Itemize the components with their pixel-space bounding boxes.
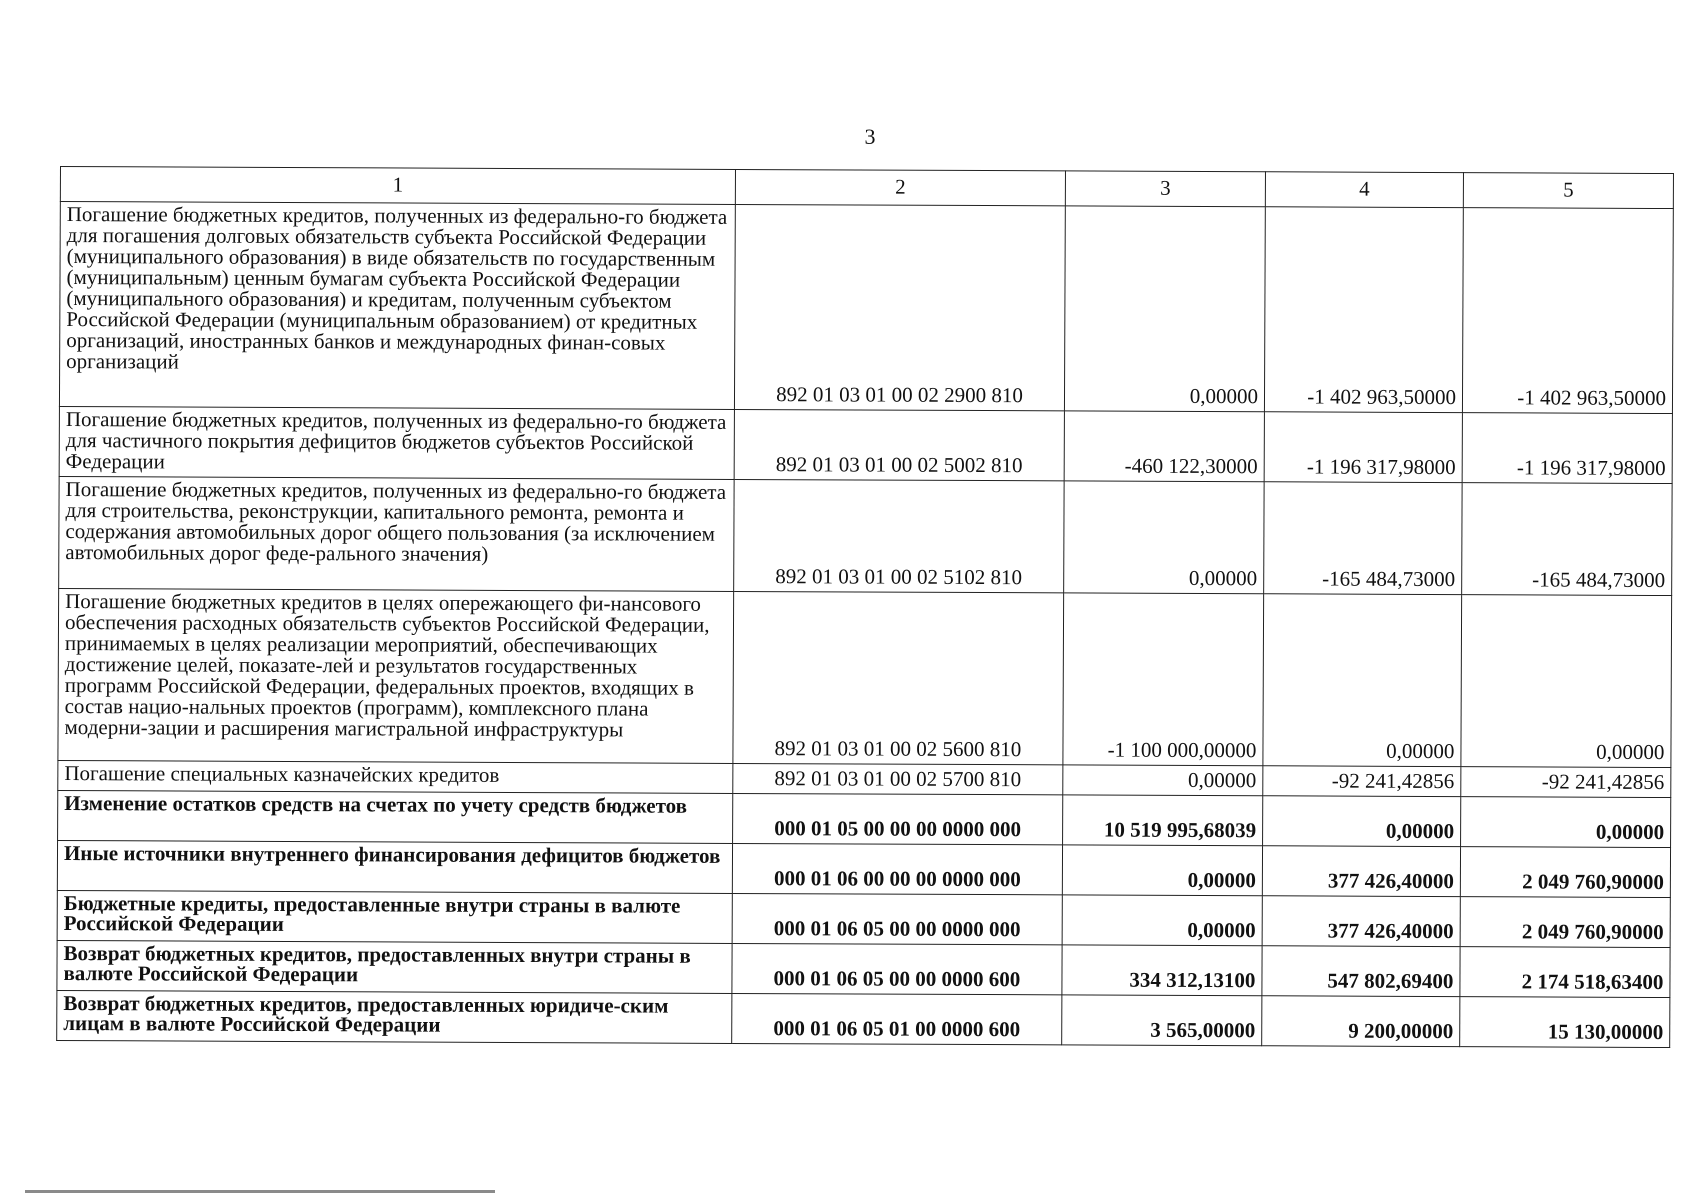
row-value-col4: 547 802,69400	[1262, 946, 1460, 997]
row-value-col5: 0,00000	[1461, 595, 1672, 768]
row-code-cell: 892 01 03 01 00 02 5002 810	[734, 409, 1064, 480]
row-value-col4: 377 426,40000	[1262, 846, 1460, 897]
table-row	[57, 940, 1670, 997]
page-number: 3	[864, 124, 876, 149]
table-row	[57, 990, 1670, 1047]
row-value-col4: -165 484,73000	[1264, 482, 1462, 595]
row-value-col3: 0,00000	[1062, 845, 1262, 896]
row-value-col5: 2 049 760,90000	[1460, 897, 1670, 948]
row-value-col3: 0,00000	[1062, 895, 1262, 946]
row-name-cell: Иные источники внутреннего финансирования дефицитов бюджетов	[57, 840, 732, 893]
row-value-col3: -1 100 000,00000	[1063, 593, 1264, 766]
row-name-cell: Изменение остатков средств на счетах по учету средств бюджетов	[58, 790, 733, 843]
row-name-cell: Погашение бюджетных кредитов, полученных из федерально-го бюджета для погашения долговых обязательств субъекта Российской Федерации (муниципального образования) в виде обязательств по государственным (муниципальным) ценным бумагам субъекта Российской Федерации (муниципального образования) и кредитам, полученным субъектом Российской Федерации (муниципальным образованием) от кредитных организаций, иностранных банков и международных финан-совых организаций	[59, 202, 735, 410]
row-value-col3: 10 519 995,68039	[1063, 795, 1263, 846]
row-value-col4: 377 426,40000	[1262, 896, 1460, 947]
row-code-cell: 892 01 03 01 00 02 2900 810	[734, 204, 1065, 410]
row-value-col5: -1 196 317,98000	[1462, 413, 1672, 484]
row-value-col4: -1 402 963,50000	[1264, 207, 1463, 413]
row-value-col5: -92 241,42856	[1461, 767, 1671, 798]
row-value-col4: -1 196 317,98000	[1264, 412, 1462, 483]
row-name-cell: Погашение бюджетных кредитов, полученных из федерально-го бюджета для строительства, реконструкции, капитального ремонта, ремонта и содержания автомобильных дорог общего пользования (за исключением автомобильных дорог феде-рального значения)	[59, 476, 734, 591]
row-value-col3: 0,00000	[1064, 206, 1265, 412]
row-value-col5: 2 174 518,63400	[1460, 947, 1670, 998]
row-value-col5: 2 049 760,90000	[1460, 847, 1670, 898]
row-value-col3: 0,00000	[1063, 765, 1263, 796]
column-header-2: 2	[735, 169, 1065, 205]
column-header-1: 1	[60, 167, 735, 205]
row-value-col5: -1 402 963,50000	[1462, 208, 1673, 414]
row-value-col5: 15 130,00000	[1460, 997, 1670, 1048]
row-value-col5: -165 484,73000	[1462, 483, 1672, 596]
row-code-cell: 892 01 03 01 00 02 5102 810	[734, 479, 1064, 592]
row-value-col3: 3 565,00000	[1062, 995, 1262, 1046]
column-header-3: 3	[1065, 171, 1265, 207]
row-code-cell: 000 01 06 05 00 00 0000 000	[732, 893, 1062, 944]
row-name-cell: Погашение специальных казначейских кредитов	[58, 760, 733, 793]
financing-sources-table	[56, 166, 1674, 1048]
row-code-cell: 000 01 06 00 00 00 0000 000	[732, 843, 1062, 894]
row-value-col5: 0,00000	[1461, 797, 1671, 848]
table-row	[57, 840, 1670, 897]
row-name-cell: Погашение бюджетных кредитов, полученных из федерально-го бюджета для частичного покрытия дефицитов бюджетов субъектов Российской Федерации	[59, 406, 734, 479]
table-row	[58, 588, 1672, 767]
row-value-col3: 334 312,13100	[1062, 945, 1262, 996]
row-code-cell: 000 01 05 00 00 00 0000 000	[733, 793, 1063, 844]
row-code-cell: 892 01 03 01 00 02 5600 810	[733, 591, 1064, 764]
row-name-cell: Возврат бюджетных кредитов, предоставленных внутри страны в валюте Российской Федерации	[57, 940, 732, 993]
row-value-col3: 0,00000	[1064, 481, 1264, 594]
table-row	[59, 202, 1673, 414]
table-row	[59, 476, 1672, 595]
row-name-cell: Бюджетные кредиты, предоставленные внутри страны в валюте Российской Федерации	[57, 890, 732, 943]
row-value-col4: 9 200,00000	[1262, 996, 1460, 1047]
row-code-cell: 000 01 06 05 01 00 0000 600	[732, 993, 1062, 1044]
column-header-4: 4	[1265, 172, 1463, 208]
table-row	[59, 406, 1672, 483]
row-value-col4: 0,00000	[1263, 594, 1462, 767]
bottom-scan-line	[25, 1190, 495, 1193]
row-name-cell: Погашение бюджетных кредитов в целях опережающего фи-нансового обеспечения расходных обязательств субъектов Российской Федерации, принимаемых в целях реализации мероприятий, обеспечивающих достижение целей, показате-лей и результатов государственных программ Российской Федерации, федеральных проектов, входящих в состав нацио-нальных проектов (программ), комплексного плана модерни-зации и расширения магистральной инфраструктуры	[58, 588, 734, 763]
row-value-col4: 0,00000	[1263, 796, 1461, 847]
table-row	[57, 890, 1670, 947]
row-value-col3: -460 122,30000	[1064, 411, 1264, 482]
column-header-5: 5	[1463, 173, 1673, 209]
row-value-col4: -92 241,42856	[1263, 766, 1461, 797]
table-row	[58, 790, 1671, 847]
row-name-cell: Возврат бюджетных кредитов, предоставленных юридиче-ским лицам в валюте Российской Федерации	[57, 990, 732, 1043]
row-code-cell: 000 01 06 05 00 00 0000 600	[732, 943, 1062, 994]
row-code-cell: 892 01 03 01 00 02 5700 810	[733, 763, 1063, 794]
